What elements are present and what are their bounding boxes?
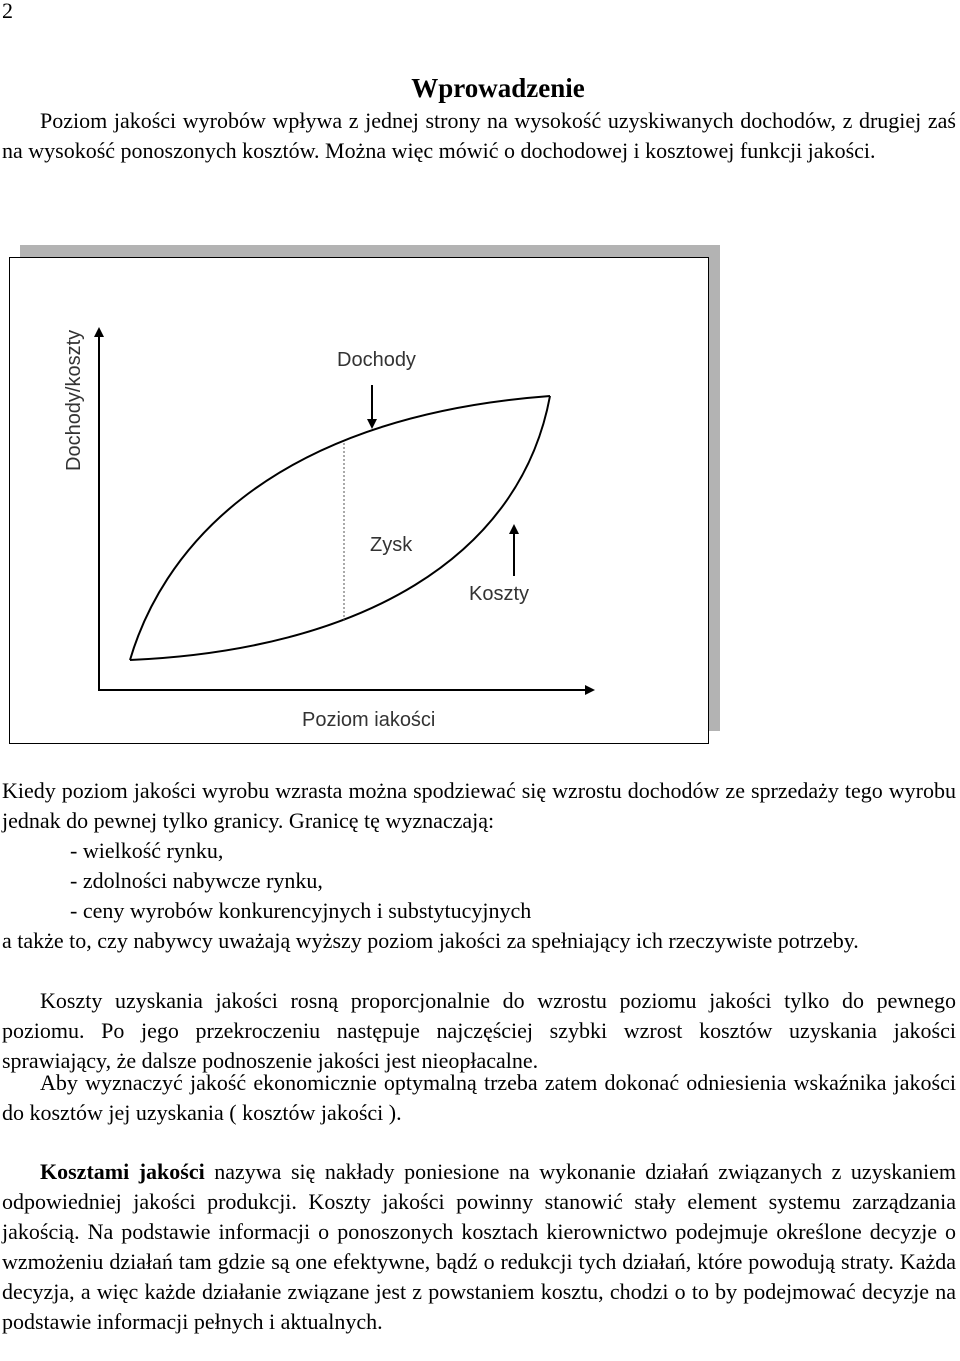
limits-list	[70, 836, 531, 926]
cost-curve	[130, 396, 550, 660]
paragraph-quality-costs-definition	[2, 1157, 956, 1337]
profit-label: Zysk	[370, 534, 413, 556]
list-item: - wielkość rynku,	[70, 838, 224, 863]
quality-function-diagram	[10, 258, 710, 745]
costs-label: Koszty	[469, 583, 530, 605]
section-title-text: Wprowadzenie	[411, 73, 585, 103]
quality-function-figure	[9, 257, 709, 744]
list-item: - ceny wyrobów konkurencyjnych i substytucyjnych	[70, 898, 532, 923]
list-item: - zdolności nabywcze rynku,	[70, 868, 323, 893]
paragraph-optimal-quality: Aby wyznaczyć jakość ekonomicznie optymalną trzeba zatem dokonać odniesienia wskaźnika jakości do kosztów jej uzyskania ( kosztów jakości ).	[2, 1070, 956, 1125]
paragraph-costs-growth: Koszty uzyskania jakości rosną proporcjonalnie do wzrostu poziomu jakości tylko do pewnego poziomu. Po jego przekroczeniu następuje najczęściej szybki wzrost kosztów uzyskania jakości sprawiający, że dalsze podnoszenie jakości jest nieopłacalne.	[2, 988, 956, 1073]
definition-text: nazywa się nakłady poniesione na wykonanie działań związanych z uzyskaniem odpowiedniej jakości produkcji. Koszty jakości powinny stanowić stały element systemu zarządzania jakością. Na podstawie informacji o ponoszonych kosztach kierownictwo podejmuje określone decyzje o wzmożeniu działań tam gdzie są one efektywne, bądź o redukcji tych działań, które powodują straty. Każda decyzja, a więc każde działanie związane jest z powstaniem kosztu, chodzi o to by podejmować decyzje na podstawie informacji pełnych i aktualnych.	[2, 1159, 957, 1334]
page-number: 2	[2, 0, 13, 23]
section-title	[0, 73, 960, 104]
paragraph-buyers: a także to, czy nabywcy uważają wyższy poziom jakości za spełniający ich rzeczywiste potrzeby.	[2, 928, 859, 953]
term-quality-costs: Kosztami jakości	[40, 1159, 205, 1184]
intro-paragraph: Poziom jakości wyrobów wpływa z jednej strony na wysokość uzyskiwanych dochodów, z drugiej zaś na wysokość ponoszonych kosztów. Można więc mówić o dochodowej i kosztowej funkcji jakości.	[2, 108, 956, 163]
x-axis-label: Poziom iakości	[302, 709, 436, 731]
y-axis-label: Dochody/koszty	[63, 329, 85, 471]
revenue-label: Dochody	[337, 349, 416, 371]
paragraph-quality-growth: Kiedy poziom jakości wyrobu wzrasta można spodziewać się wzrostu dochodów ze sprzedaży tego wyrobu jednak do pewnej tylko granicy. Granicę tę wyznaczają:	[2, 778, 956, 833]
